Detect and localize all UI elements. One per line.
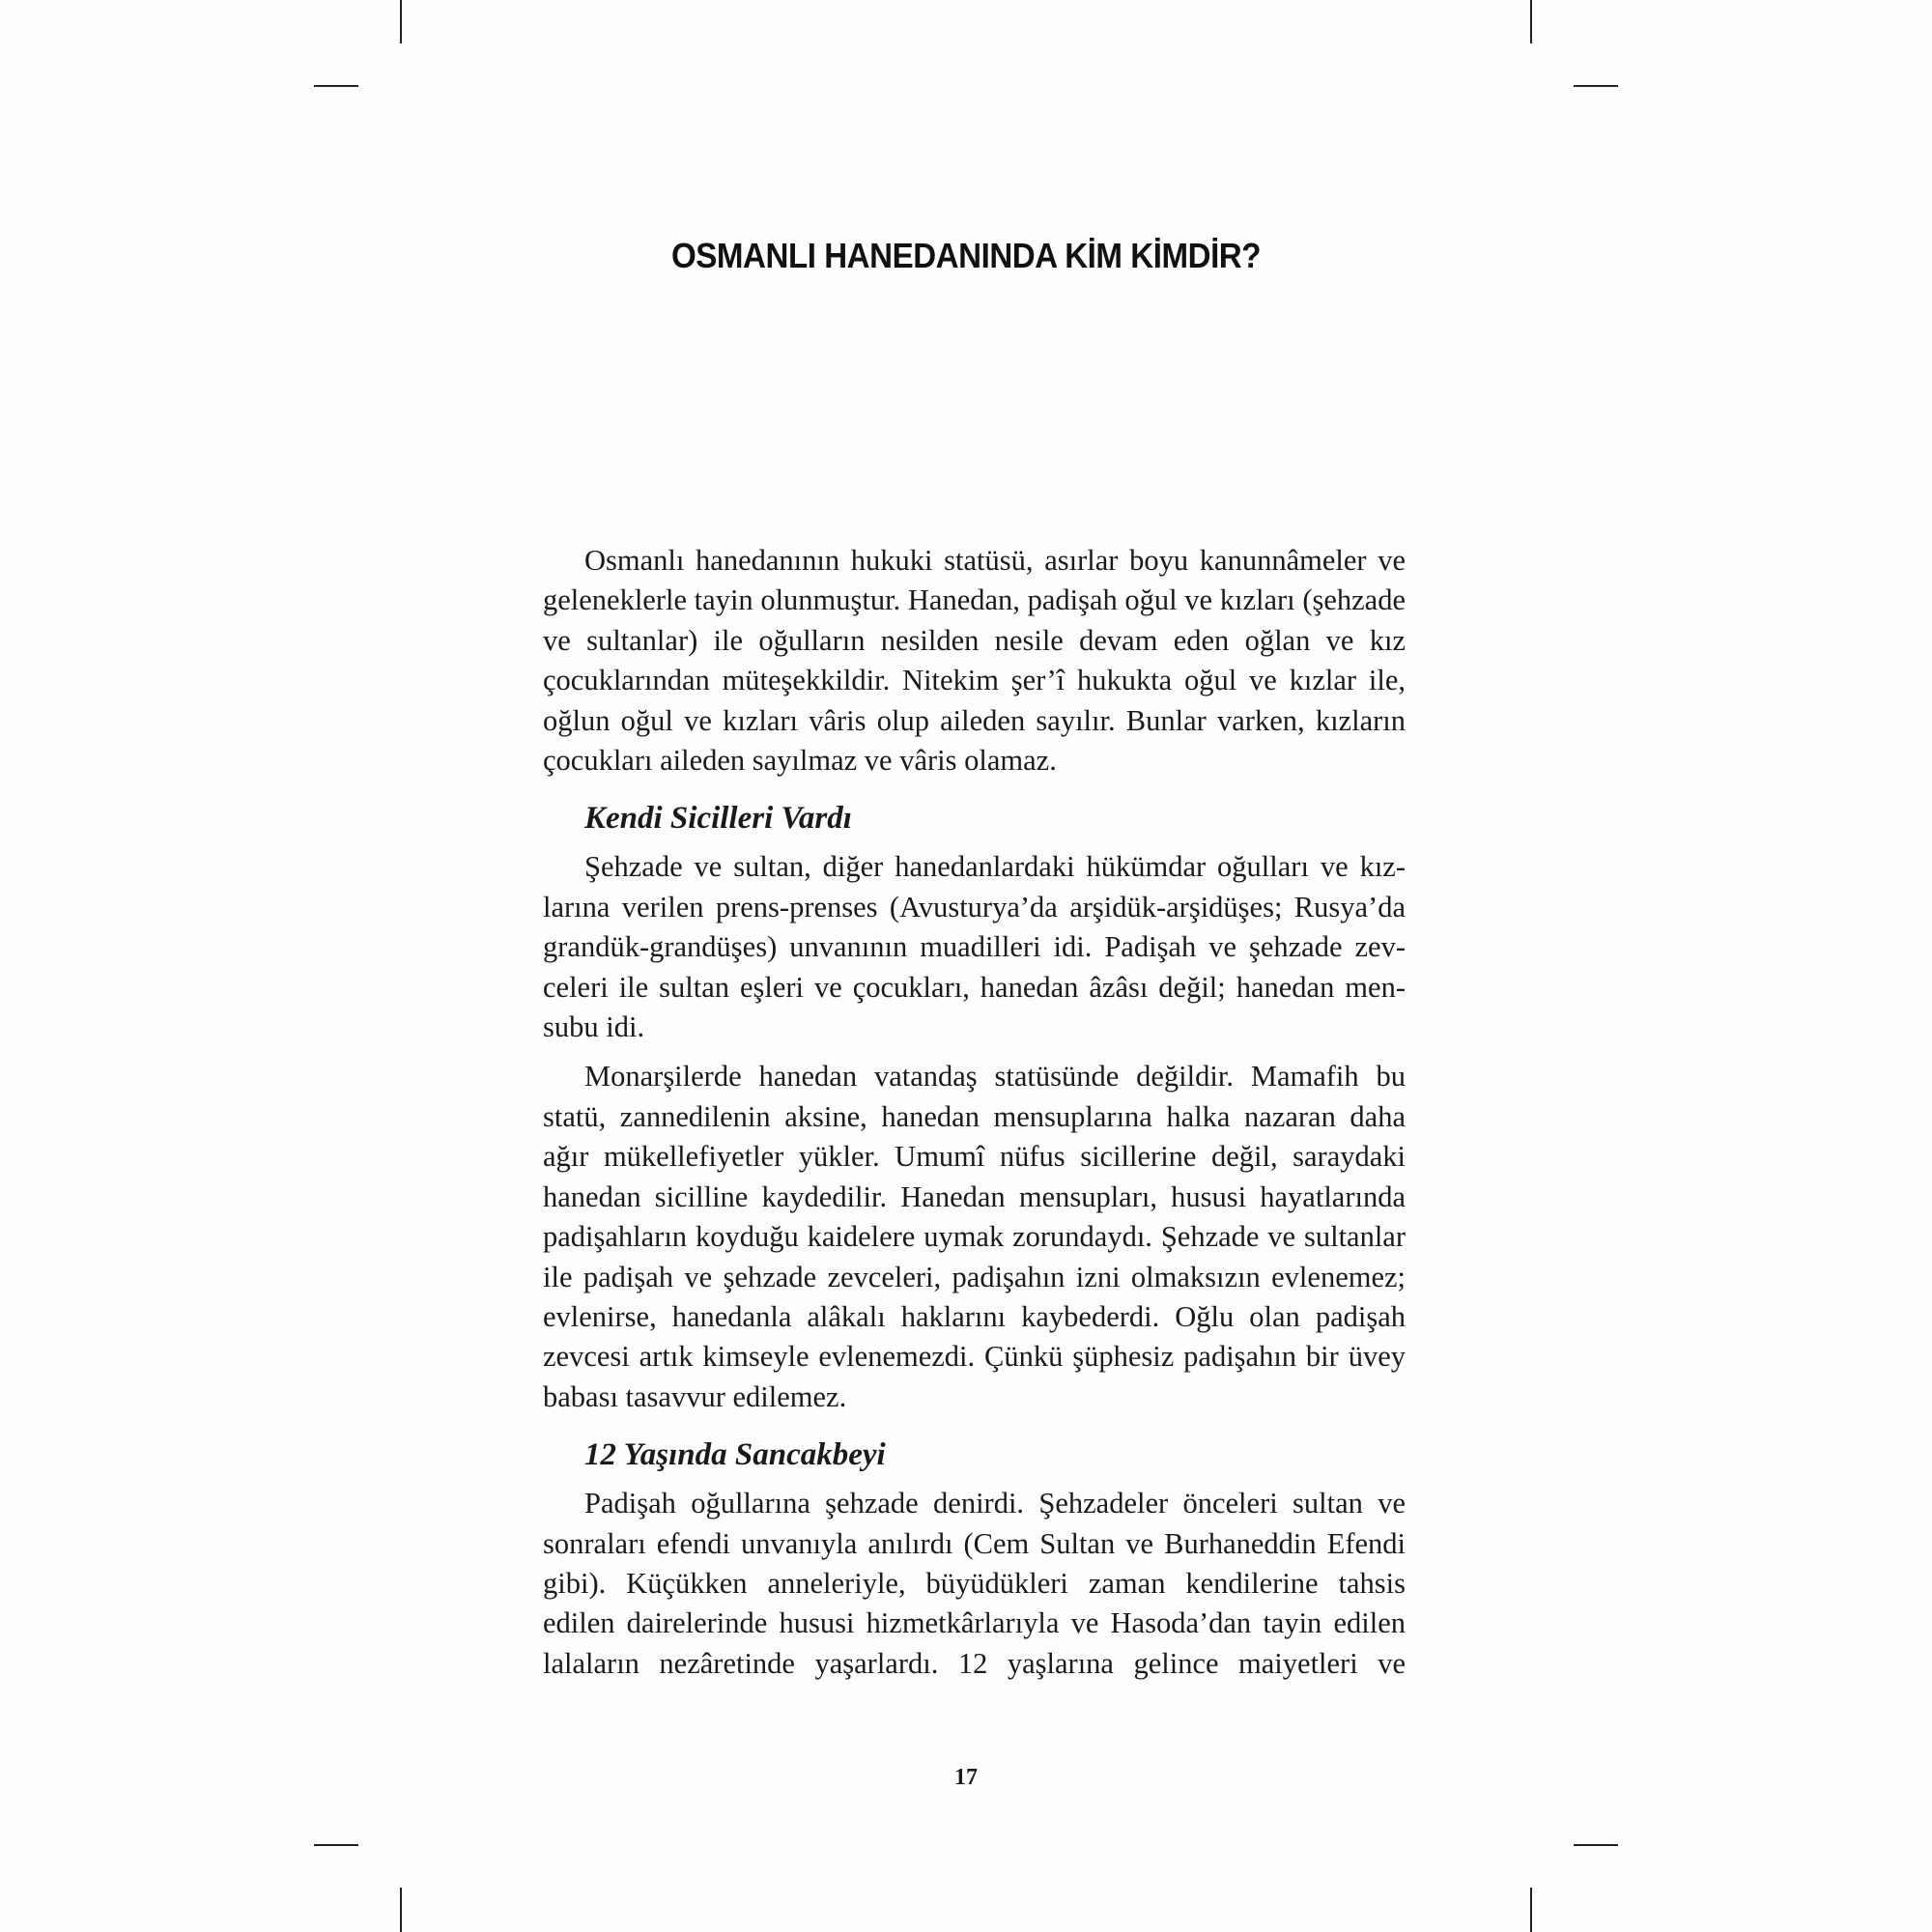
crop-mark-right-bottom <box>1574 1844 1618 1846</box>
crop-mark-top-right <box>1530 0 1532 43</box>
paragraph: Padişah oğullarına şehzade denirdi. Şehzadeler önceleri sultan ve sonraları efendi unvanıyla anılırdı (Cem Sultan ve Burhaneddin Efendi gibi). Küçükken anneleriyle, büyüdükleri zaman kendilerine tahsis edilen dairelerinde hususi hizmetkârlarıyla ve Hasoda’dan tayin edilen lalaların nezâretinde yaşarlardı. 12 yaşlarına gelince maiyetleri ve <box>543 1487 1406 1680</box>
paragraph: Monarşilerde hanedan vatandaş statüsünde değildir. Mamafih bu statü, zannedilenin aksine, hanedan mensuplarına halka nazaran daha ağır mükellefiyetler yükler. Umumî nüfus sicillerine değil, saraydaki hanedan sicilline kaydedilir. Hanedan mensupları, hususi hayatlarında padişahların koyduğu kaidelere uymak zorundaydı. Şehzade ve sultanlar ile padişah ve şehzade zevceleri, padişahın izni olmaksızın evlenemez; evlenirse, hanedanla alâkalı haklarını kaybederdi. Oğlu olan padişah zevcesi artık kimseyle evlenemezdi. Çünkü şüphesiz padişahın bir üvey babası tasavvur edilemez. <box>543 1060 1406 1413</box>
page-number: 17 <box>954 1765 978 1790</box>
paragraph: Osmanlı hanedanının hukuki statüsü, asırlar boyu kanunnâmeler ve geleneklerle tayin olunmuştur. Hanedan, padişah oğul ve kızları (şehzade ve sultanlar) ile oğulların nesilden nesile devam eden oğlan ve kız çocuklarından müteşekkildir. Nitekim şer’î hukukta oğul ve kızlar ile, oğlun oğul ve kızları vâris olup aileden sayılır. Bunlar varken, kızların çocukları aileden sayılmaz ve vâris olamaz. <box>543 544 1406 778</box>
section-heading: Kendi Sicilleri Vardı <box>584 801 852 837</box>
crop-mark-left-top <box>314 85 358 87</box>
chapter-title: OSMANLI HANEDANINDA KİM KİMDİR? <box>670 236 1262 275</box>
crop-mark-top-left <box>400 0 402 43</box>
crop-mark-right-top <box>1574 85 1618 87</box>
crop-mark-left-bottom <box>314 1844 358 1846</box>
section-heading: 12 Yaşında Sancakbeyi <box>584 1437 886 1473</box>
paragraph: Şehzade ve sultan, diğer hanedanlardaki hükümdar oğulları ve kızlarına verilen prens-prenses (Avusturya’da arşidük-arşidüşes; Rusya’da grandük-grandüşes) unvanının muadilleri idi. Padişah ve şehzade zevceleri ile sultan eşleri ve çocukları, hanedan âzâsı değil; hanedan mensubu idi. <box>543 850 1406 1044</box>
crop-mark-bottom-right <box>1530 1888 1532 1932</box>
crop-mark-bottom-left <box>400 1888 402 1932</box>
body-text <box>543 541 1406 1684</box>
